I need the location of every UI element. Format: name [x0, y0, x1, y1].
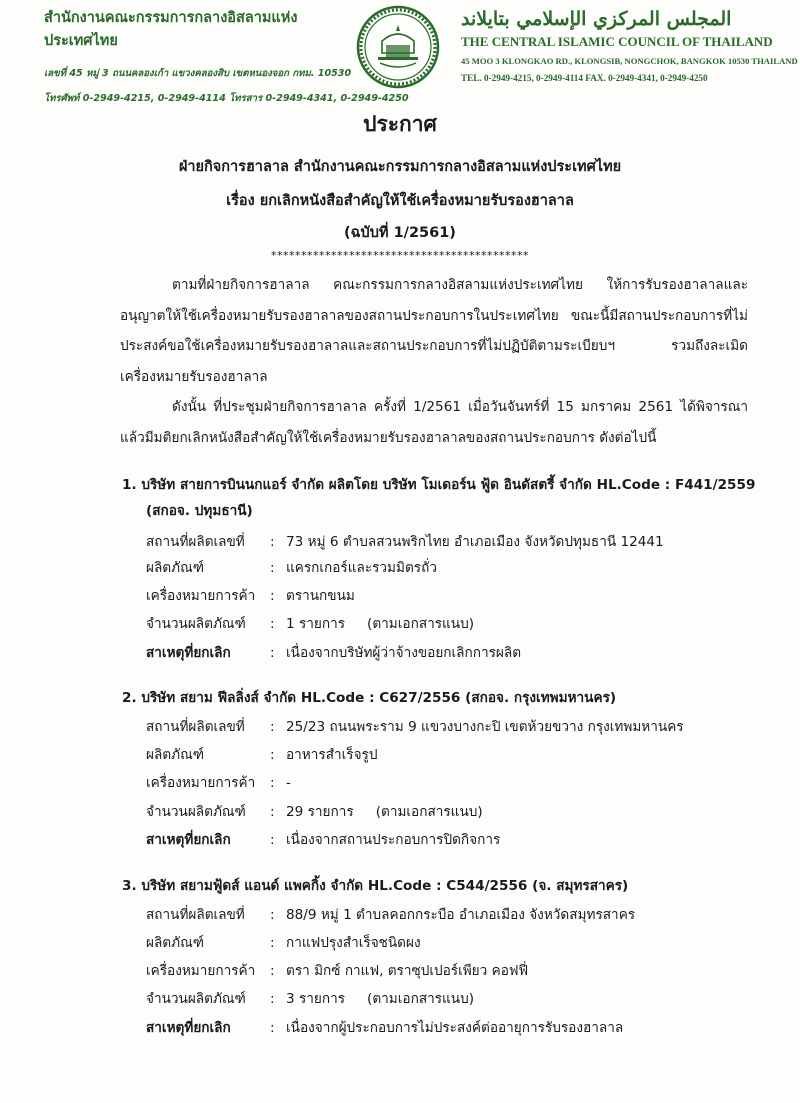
item-3-trademark-row — [146, 959, 528, 981]
colon: : — [270, 991, 275, 1007]
colon: : — [270, 616, 275, 632]
paragraph-1 — [120, 270, 748, 392]
separator: ******************************************* — [271, 249, 529, 262]
colon: : — [270, 645, 275, 661]
paragraph-1-text: ตามที่ฝ่ายกิจการฮาลาล คณะกรรมการกลางอิสลามแห่งประเทศไทย ให้การรับรองฮาลาลและอนุญาตให้ใช้เครื่องหมายรับรองฮาลาลของสถานประกอบการในประเทศไทย ขณะนี้มีสถานประกอบการที่ไม่ประสงค์ขอใช้เครื่องหมายรับรองฮาลาลและสถานประกอบการที่ไม่ปฏิบัติตามระเบียบฯ รวมถึงละเมิดเครื่องหมายรับรองฮาลาล — [120, 277, 748, 385]
item-3-product-row — [146, 931, 421, 953]
colon: : — [270, 588, 275, 604]
address-value: 88/9 หมู่ 1 ตำบลคอกกระบือ อำเภอเมือง จังหวัดสมุทรสาคร — [286, 907, 636, 923]
colon: : — [270, 560, 275, 576]
announcement-title: ประกาศ — [363, 112, 437, 136]
item-1-trademark-row — [146, 584, 355, 606]
address-label: สถานที่ผลิตเลขที่ — [146, 719, 245, 735]
phone-thai: โทรศัพท์ 0-2949-4215, 0-2949-4114 โทรสาร 0-2949-4341, 0-2949-4250 — [44, 93, 409, 104]
trademark-value: ตรา มิกซ์ กาแฟ, ตราซุปเปอร์เพียว คอฟฟี่ — [286, 963, 529, 979]
item-1-product-row — [146, 556, 437, 578]
address-value: 25/23 ถนนพระราม 9 แขวงบางกะปิ เขตห้วยขวาง กรุงเทพมหานคร — [286, 719, 684, 735]
item-3-count-row — [146, 987, 474, 1009]
item-3-address-row — [146, 903, 635, 925]
reason-label: สาเหตุที่ยกเลิก — [146, 645, 231, 661]
address-thai: เลขที่ 45 หมู่ 3 ถนนคลองเก้า แขวงคลองสิบ เขตหนองจอก กทม. 10530 — [44, 68, 352, 79]
item-1-count-row — [146, 612, 474, 634]
colon: : — [270, 1020, 275, 1036]
colon: : — [270, 832, 275, 848]
address-english: 45 MOO 3 KLONGKAO RD., KLONGSIB, NONGCHOK, BANGKOK 10530 THAILAND — [461, 56, 798, 66]
reason-value: เนื่องจากบริษัทผู้ว่าจ้างขอยกเลิกการผลิต — [286, 645, 522, 661]
paragraph-2-text: ดังนั้น ที่ประชุมฝ่ายกิจการฮาลาล ครั้งที่ 1/2561 เมื่อวันจันทร์ที่ 15 มกราคม 2561 ได้พิจารณาแล้วมีมติยกเลิกหนังสือสำคัญให้ใช้เครื่องหมายรับรองฮาลาลของสถานประกอบการ ดังต่อไปนี้ — [120, 399, 748, 446]
item-1-heading-province: (สกอจ. ปทุมธานี) — [146, 503, 253, 519]
address-value: 73 หมู่ 6 ตำบลสวนพริกไทย อำเภอเมือง จังหวัดปทุมธานี 12441 — [286, 534, 664, 550]
letterhead-thai — [44, 6, 409, 106]
item-2-count-row — [146, 800, 483, 822]
colon: : — [270, 775, 275, 791]
trademark-value: ตรานกขนม — [286, 588, 355, 604]
colon: : — [270, 804, 275, 820]
announcement-number: (ฉบับที่ 1/2561) — [344, 225, 456, 241]
count-label: จำนวนผลิตภัณฑ์ — [146, 616, 246, 632]
colon: : — [270, 963, 275, 979]
count-note: (ตามเอกสารแนบ) — [367, 616, 475, 632]
letterhead-english — [461, 6, 798, 83]
product-label: ผลิตภัณฑ์ — [146, 747, 204, 763]
item-2-product-row — [146, 743, 377, 765]
org-name-english: THE CENTRAL ISLAMIC COUNCIL OF THAILAND — [461, 34, 773, 49]
reason-label: สาเหตุที่ยกเลิก — [146, 1020, 231, 1036]
colon: : — [270, 935, 275, 951]
count-label: จำนวนผลิตภัณฑ์ — [146, 804, 246, 820]
reason-value: เนื่องจากผู้ประกอบการไม่ประสงค์ต่ออายุการรับรองฮาลาล — [286, 1020, 624, 1036]
item-3-reason-row — [146, 1016, 623, 1038]
count-note: (ตามเอกสารแนบ) — [375, 804, 483, 820]
product-label: ผลิตภัณฑ์ — [146, 560, 204, 576]
item-1-heading: 1. บริษัท สายการบินนกแอร์ จำกัด ผลิตโดย บริษัท โมเดอร์น ฟู้ด อินดัสตรี้ จำกัด HL.Code : F441/2559 — [122, 477, 756, 493]
colon: : — [270, 747, 275, 763]
item-2-heading: 2. บริษัท สยาม ฟีลลิ่งส์ จำกัด HL.Code : C627/2556 (สกอจ. กรุงเทพมหานคร) — [122, 690, 617, 706]
product-label: ผลิตภัณฑ์ — [146, 935, 204, 951]
count-label: จำนวนผลิตภัณฑ์ — [146, 991, 246, 1007]
item-3-heading: 3. บริษัท สยามฟู้ดส์ แอนด์ แพคกิ้ง จำกัด HL.Code : C544/2556 (จ. สมุทรสาคร) — [122, 878, 629, 894]
item-1-reason-row — [146, 641, 521, 663]
org-name-arabic: المجلس المركزي الإسلامي بتايلاند — [461, 8, 732, 30]
colon: : — [270, 534, 275, 550]
address-label: สถานที่ผลิตเลขที่ — [146, 907, 245, 923]
count-note: (ตามเอกสารแนบ) — [367, 991, 475, 1007]
item-2-reason-row — [146, 828, 500, 850]
count-value: 29 รายการ — [286, 804, 354, 820]
product-value: กาแฟปรุงสำเร็จชนิดผง — [286, 935, 421, 951]
reason-value: เนื่องจากสถานประกอบการปิดกิจการ — [286, 832, 501, 848]
announcement-issuer: ฝ่ายกิจการฮาลาล สำนักงานคณะกรรมการกลางอิสลามแห่งประเทศไทย — [178, 159, 622, 175]
item-2-trademark-row — [146, 771, 291, 793]
announcement-subject: เรื่อง ยกเลิกหนังสือสำคัญให้ใช้เครื่องหมายรับรองฮาลาล — [226, 193, 574, 209]
phone-english: TEL. 0-2949-4215, 0-2949-4114 FAX. 0-2949-4341, 0-2949-4250 — [461, 73, 708, 83]
trademark-label: เครื่องหมายการค้า — [146, 963, 256, 979]
item-2-address-row — [146, 715, 684, 737]
trademark-value: - — [286, 775, 291, 791]
islamic-council-seal — [356, 5, 440, 89]
item-1-address-row — [146, 530, 664, 552]
count-value: 1 รายการ — [286, 616, 346, 632]
address-label: สถานที่ผลิตเลขที่ — [146, 534, 245, 550]
product-value: แครกเกอร์และรวมมิตรถั่ว — [286, 560, 437, 576]
count-value: 3 รายการ — [286, 991, 346, 1007]
reason-label: สาเหตุที่ยกเลิก — [146, 832, 231, 848]
colon: : — [270, 719, 275, 735]
colon: : — [270, 907, 275, 923]
paragraph-2 — [120, 392, 748, 453]
trademark-label: เครื่องหมายการค้า — [146, 588, 256, 604]
trademark-label: เครื่องหมายการค้า — [146, 775, 256, 791]
product-value: อาหารสำเร็จรูป — [286, 747, 378, 763]
org-name-thai: สำนักงานคณะกรรมการกลางอิสลามแห่งประเทศไทย — [44, 10, 298, 49]
